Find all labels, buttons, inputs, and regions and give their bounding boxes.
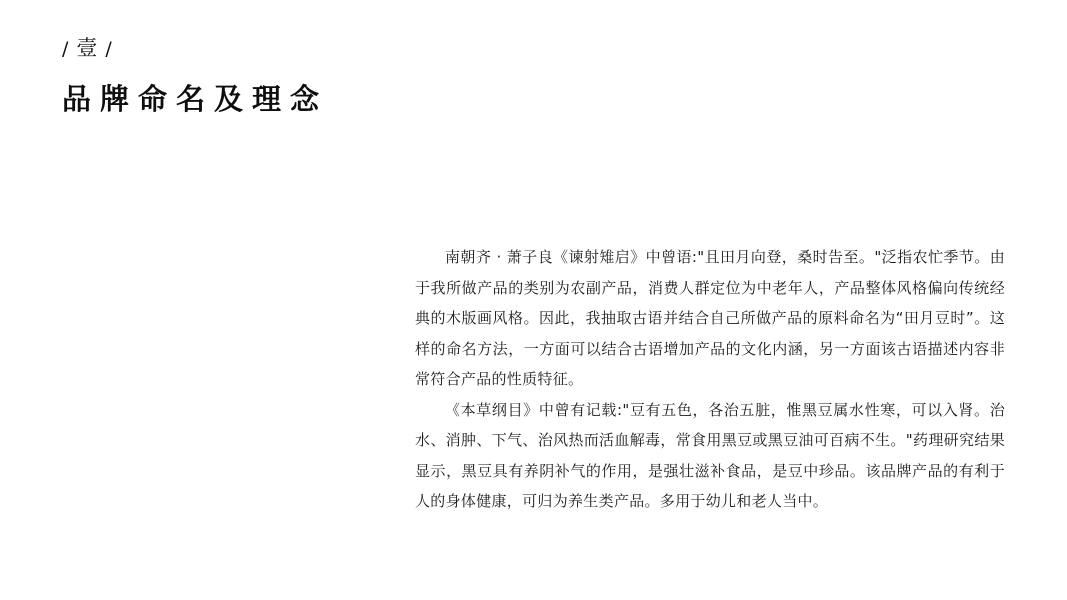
page-title: 品牌命名及理念 (62, 82, 329, 116)
body-text (415, 242, 1005, 517)
section-marker (62, 34, 120, 63)
paragraph-black-bean-benefits: 《本草纲目》中曾有记载:"豆有五色，各治五脏，惟黑豆属水性寒，可以入肾。治水、消肿、下气、治风热而活血解毒，常食用黑豆或黑豆油可百病不生。"药理研究结果显示，黑豆具有养阴补气的作用，是强壮滋补食品，是豆中珍品。该品牌产品的有利于人的身体健康，可归为养生类产品。多用于幼儿和老人当中。 (415, 400, 1005, 510)
paragraph-naming-origin: 南朝齐 · 萧子良《谏射雉启》中曾语:"且田月向登，桑时告至。"泛指农忙季节。由于我所做产品的类别为农副产品，消费人群定位为中老年人，产品整体风格偏向传统经典的木版画风格。因此，我抽取古语并结合自己所做产品的原料命名为“田月豆时”。这样的命名方法，一方面可以结合古语增加产品的文化内涵，另一方面该古语描述内容非常符合产品的性质特征。 (415, 248, 1005, 388)
section-number: 壹 (76, 36, 100, 60)
section-slash-right: / (105, 38, 114, 60)
section-slash-left: / (62, 38, 71, 60)
